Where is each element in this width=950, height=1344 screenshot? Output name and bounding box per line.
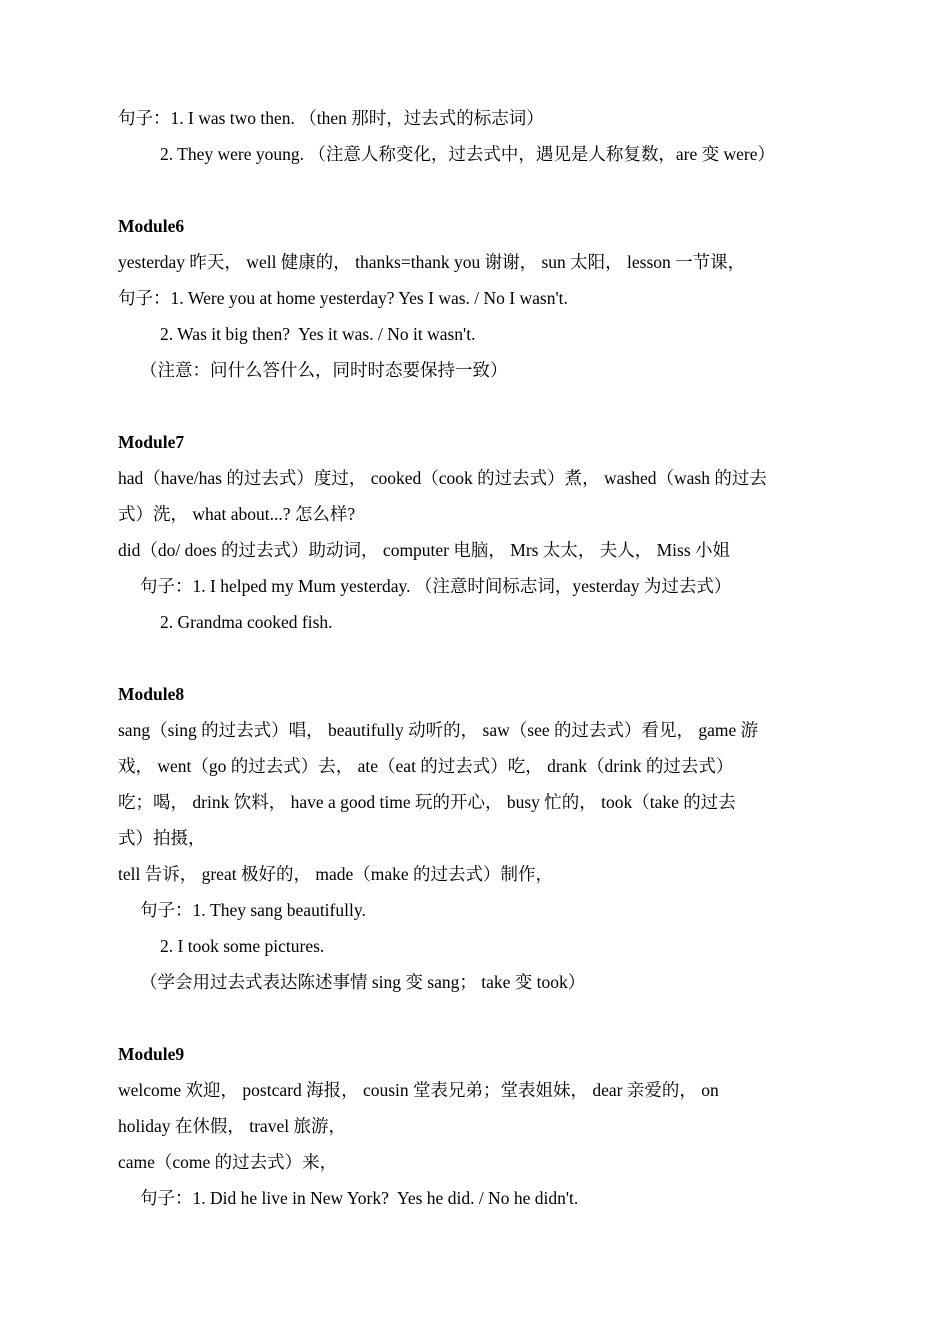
sentence-line: 句子：1. They sang beautifully.: [140, 900, 366, 920]
vocab-line: holiday 在休假， travel 旅游，: [118, 1116, 346, 1136]
sentence-line: 句子：1. I was two then. （then 那时，过去式的标志词）: [118, 108, 544, 128]
section-spacer: [118, 388, 832, 424]
module-section-7: [118, 424, 832, 640]
vocab-line: did（do/ does 的过去式）助动词， computer 电脑， Mrs 太太， 夫人， Miss 小姐: [118, 540, 731, 560]
sentence-line: 2. They were young. （注意人称变化，过去式中，遇见是人称复数，are 变 were）: [160, 144, 776, 164]
section-spacer: [118, 172, 832, 208]
module-heading-9: Module9: [118, 1044, 185, 1064]
sentence-line: 2. Grandma cooked fish.: [160, 612, 333, 632]
note-line: （学会用过去式表达陈述事情 sing 变 sang； take 变 took）: [140, 972, 586, 992]
vocab-line: came（come 的过去式）来，: [118, 1152, 338, 1172]
vocab-line: 吃；喝， drink 饮料， have a good time 玩的开心， busy 忙的， took（take 的过去: [118, 792, 736, 812]
vocab-line: 戏， went（go 的过去式）去， ate（eat 的过去式）吃， drank（drink 的过去式）: [118, 756, 734, 776]
module-heading-8: Module8: [118, 684, 185, 704]
sentence-line: 句子：1. I helped my Mum yesterday. （注意时间标志词，yesterday 为过去式）: [140, 576, 732, 596]
module-section-9: [118, 1036, 832, 1216]
sentence-line: 句子：1. Did he live in New York? Yes he did. / No he didn't.: [140, 1188, 579, 1208]
sentence-line: 2. Was it big then? Yes it was. / No it wasn't.: [160, 324, 476, 344]
sentence-line: 句子：1. Were you at home yesterday? Yes I was. / No I wasn't.: [118, 288, 568, 308]
vocab-line: yesterday 昨天， well 健康的， thanks=thank you 谢谢， sun 太阳， lesson 一节课，: [118, 252, 746, 272]
module-heading-6: Module6: [118, 216, 185, 236]
module-section-6: [118, 208, 832, 388]
sentence-line: 2. I took some pictures.: [160, 936, 325, 956]
vocab-line: welcome 欢迎， postcard 海报， cousin 堂表兄弟；堂表姐妹， dear 亲爱的， on: [118, 1080, 719, 1100]
section-spacer: [118, 640, 832, 676]
module-section-8: [118, 676, 832, 1000]
vocab-line: tell 告诉， great 极好的， made（make 的过去式）制作，: [118, 864, 553, 884]
section-spacer: [118, 1000, 832, 1036]
document-body: [118, 100, 832, 1216]
intro-block: [118, 100, 832, 172]
vocab-line: 式）拍摄，: [118, 828, 206, 848]
module-heading-7: Module7: [118, 432, 185, 452]
note-line: （注意：问什么答什么，同时时态要保持一致）: [140, 360, 508, 380]
vocab-line: sang（sing 的过去式）唱， beautifully 动听的， saw（see 的过去式）看见， game 游: [118, 720, 759, 740]
vocab-line: 式）洗， what about...? 怎么样?: [118, 504, 356, 524]
vocab-line: had（have/has 的过去式）度过， cooked（cook 的过去式）煮， washed（wash 的过去: [118, 468, 767, 488]
